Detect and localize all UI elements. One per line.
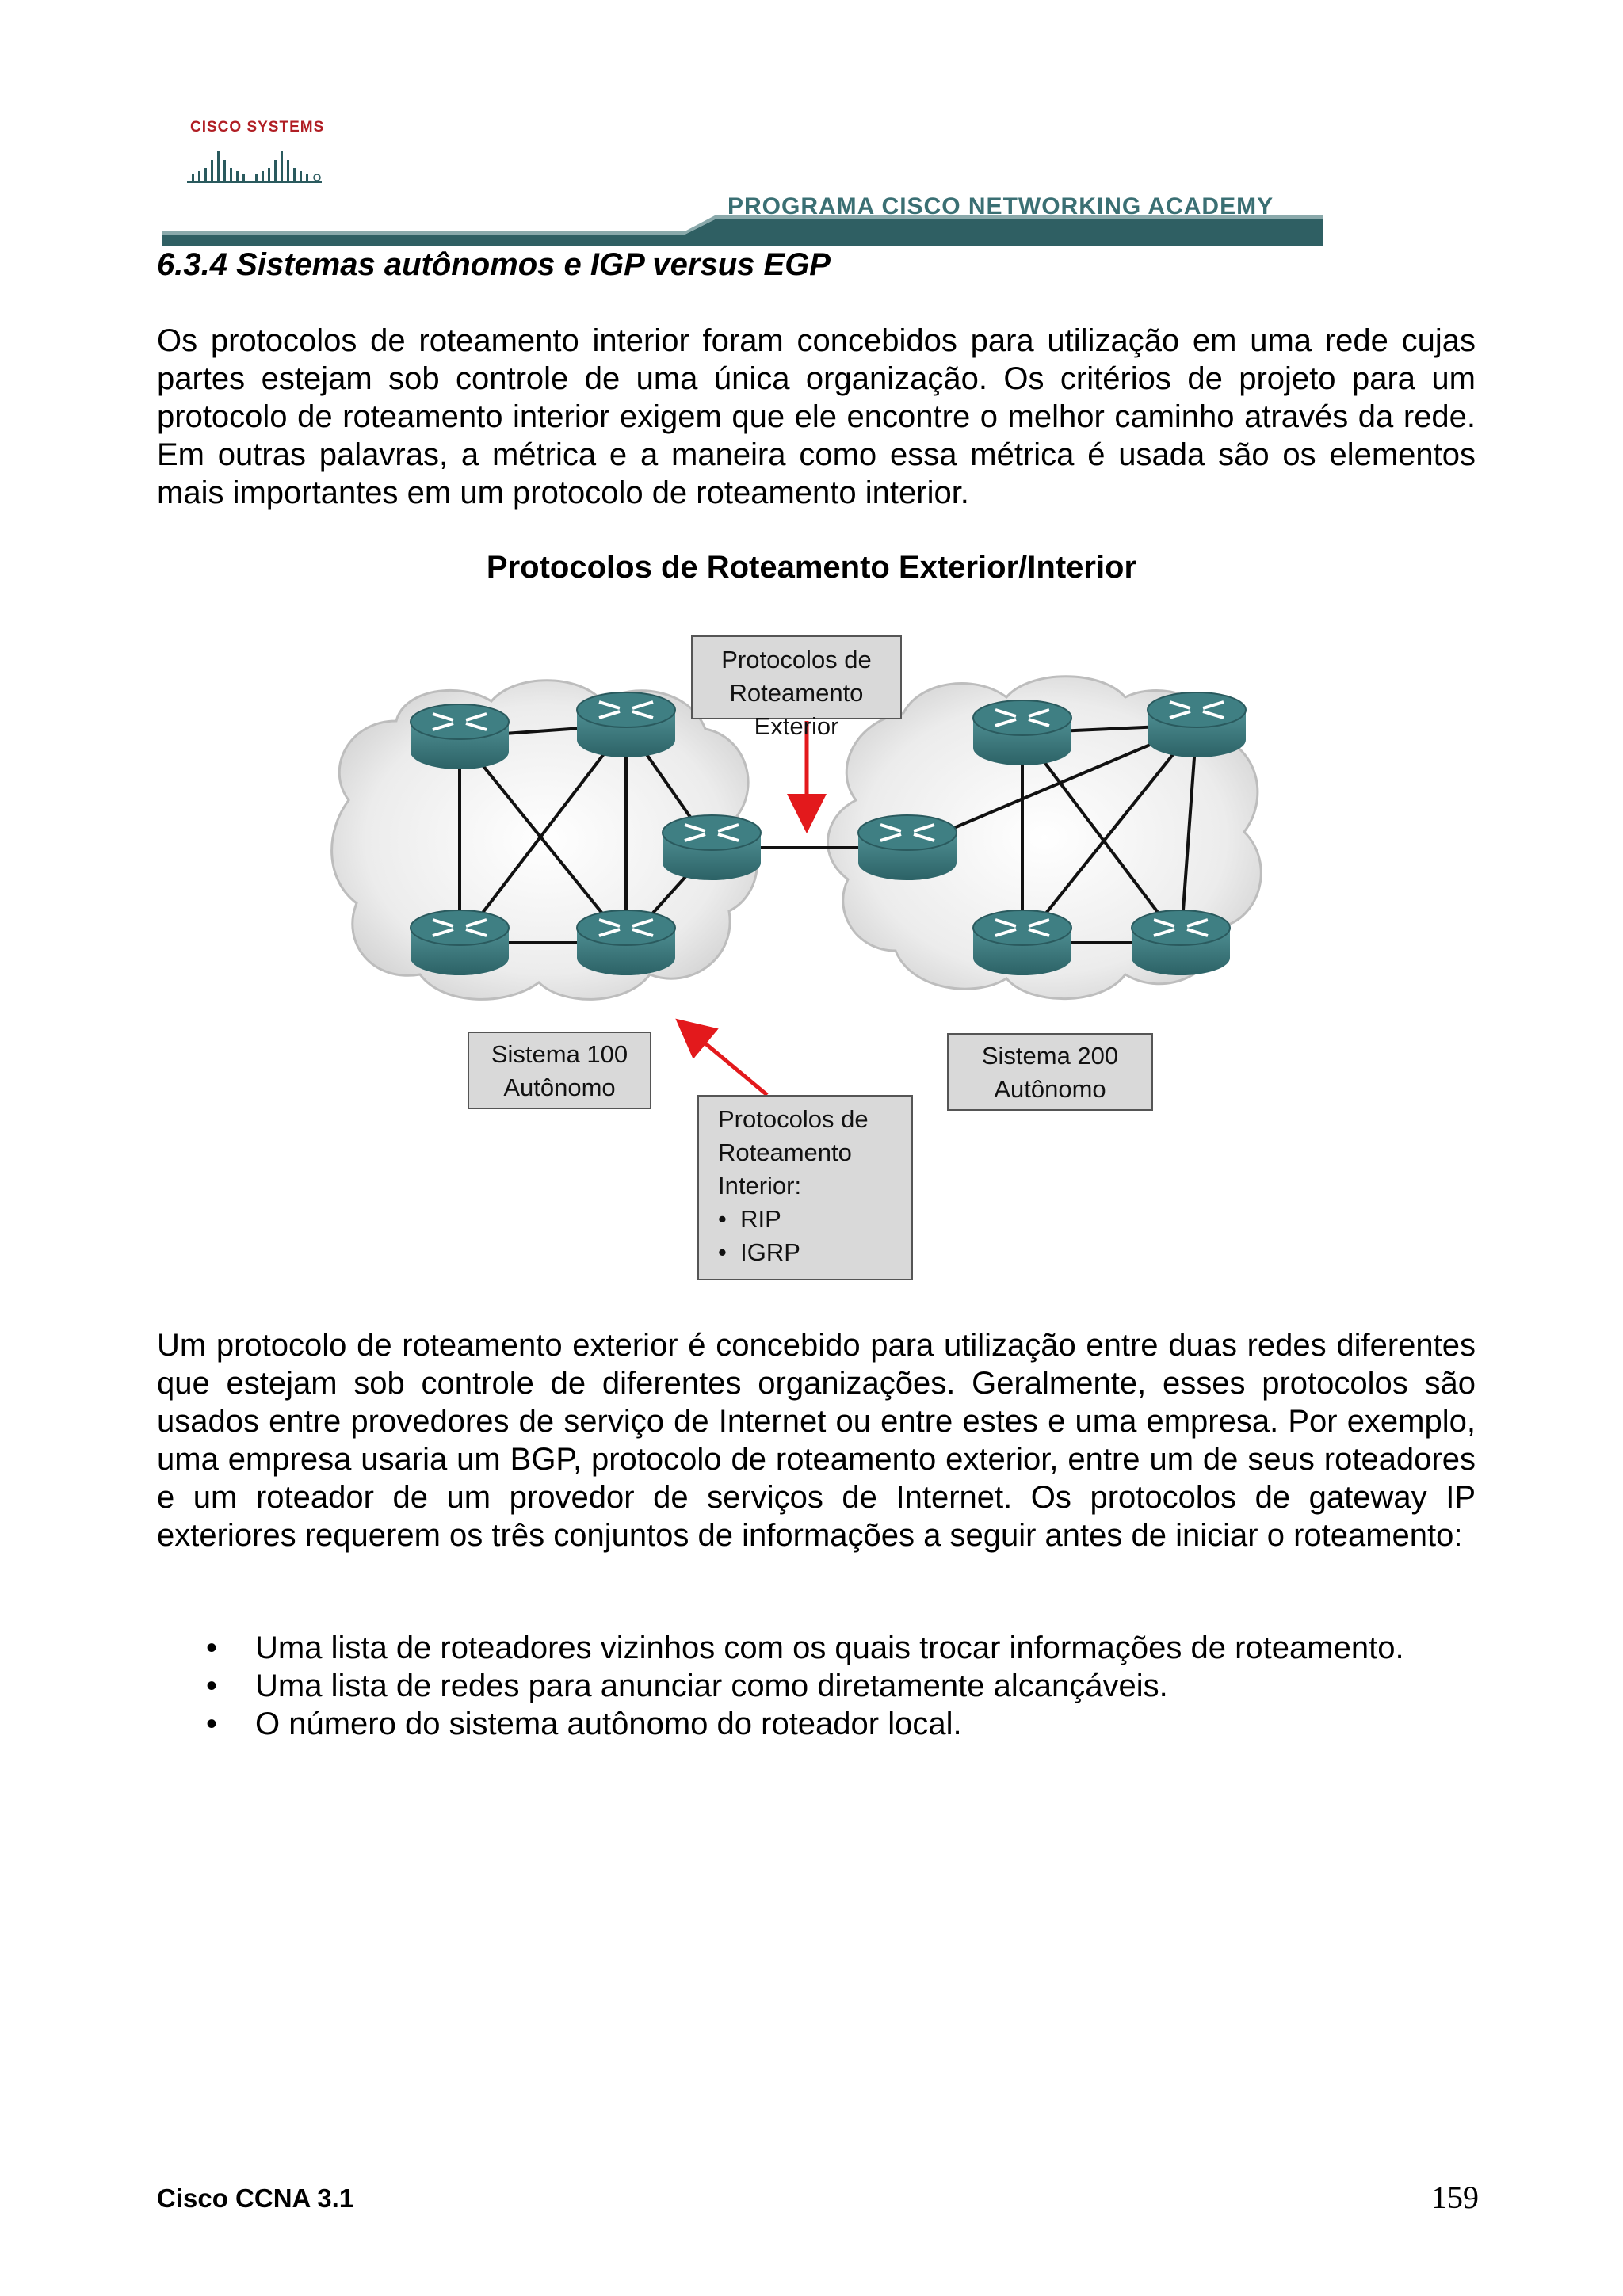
academy-title: PROGRAMA CISCO NETWORKING ACADEMY [727, 193, 1274, 219]
as100-label [468, 1032, 651, 1109]
bullet-glyph: • [206, 1630, 218, 1665]
interior-item-text: IGRP [740, 1238, 800, 1266]
requirements-list [157, 1629, 1504, 1743]
list-item-text: O número do sistema autônomo do roteador local. [255, 1707, 962, 1741]
routing-diagram [317, 626, 1316, 1291]
footer-course: Cisco CCNA 3.1 [157, 2183, 354, 2213]
section-title: 6.3.4 Sistemas autônomos e IGP versus EGP [157, 247, 831, 282]
bullet-glyph: • [206, 1669, 218, 1703]
list-item [157, 1629, 1504, 1667]
as200-label-line-2: Autônomo [994, 1075, 1106, 1103]
exterior-protocols-label [691, 635, 902, 740]
list-item [157, 1705, 1504, 1743]
router-icon [663, 815, 761, 880]
interior-label-line-2: Roteamento [718, 1138, 852, 1166]
as200-label-line-1: Sistema 200 [981, 1042, 1119, 1070]
interior-item-igrp [718, 1236, 911, 1269]
router-icon [1148, 692, 1246, 757]
interior-arrow [682, 1024, 767, 1095]
bullet-glyph: • [718, 1238, 727, 1266]
interior-label-line-1: Protocolos de [718, 1105, 869, 1133]
paragraph-2: Um protocolo de roteamento exterior é concebido para utilização entre duas redes diferentes que estejam sob controle de diferentes organizações. Geralmente, esses protocolos são usados entre provedores de serviço de Internet ou entre estes e uma empresa. Por exemplo, uma empresa usaria um BGP, protocolo de roteamento exterior, entre um de seus roteadores e um roteador de um provedor de serviços de Internet. Os protocolos de gateway IP exteriores requerem os três conjuntos de informações a seguir antes de iniciar o roteamento: [157, 1328, 1476, 1553]
interior-item-rip [718, 1203, 911, 1236]
router-icon [973, 910, 1071, 975]
interior-label-line-3: Interior: [718, 1172, 802, 1199]
exterior-label-line-2: Roteamento Exterior [729, 679, 864, 740]
page-number: 159 [1431, 2180, 1479, 2215]
paragraph-1: Os protocolos de roteamento interior foram concebidos para utilização em uma rede cujas partes estejam sob controle de uma única organização. Os critérios de projeto para um protocolo de roteamento interior exigem que ele encontre o melhor caminho através da rede. Em outras palavras, a métrica e a maneira como essa métrica é usada são os elementos mais importantes em um protocolo de roteamento interior. [157, 323, 1476, 510]
list-item-text: Uma lista de roteadores vizinhos com os quais trocar informações de roteamento. [255, 1630, 1404, 1665]
router-icon [1132, 910, 1230, 975]
router-icon [577, 692, 675, 757]
interior-item-text: RIP [740, 1205, 781, 1233]
router-icon [973, 700, 1071, 765]
bullet-glyph: • [206, 1707, 218, 1741]
router-icon [577, 910, 675, 975]
bullet-glyph: • [718, 1205, 727, 1233]
router-icon [411, 704, 509, 769]
exterior-label-line-1: Protocolos de [721, 646, 872, 673]
router-icon [411, 910, 509, 975]
as100-label-line-2: Autônomo [503, 1074, 616, 1101]
logo-text: CISCO SYSTEMS [190, 119, 325, 135]
figure-title: Protocolos de Roteamento Exterior/Interior [486, 550, 1137, 585]
as200-label [947, 1033, 1153, 1111]
list-item [157, 1667, 1504, 1705]
interior-protocols-label [697, 1095, 913, 1280]
router-icon [858, 815, 957, 880]
list-item-text: Uma lista de redes para anunciar como diretamente alcançáveis. [255, 1669, 1168, 1703]
as100-label-line-1: Sistema 100 [491, 1040, 628, 1068]
cisco-logo [187, 119, 325, 192]
cisco-bars-icon [187, 143, 322, 187]
